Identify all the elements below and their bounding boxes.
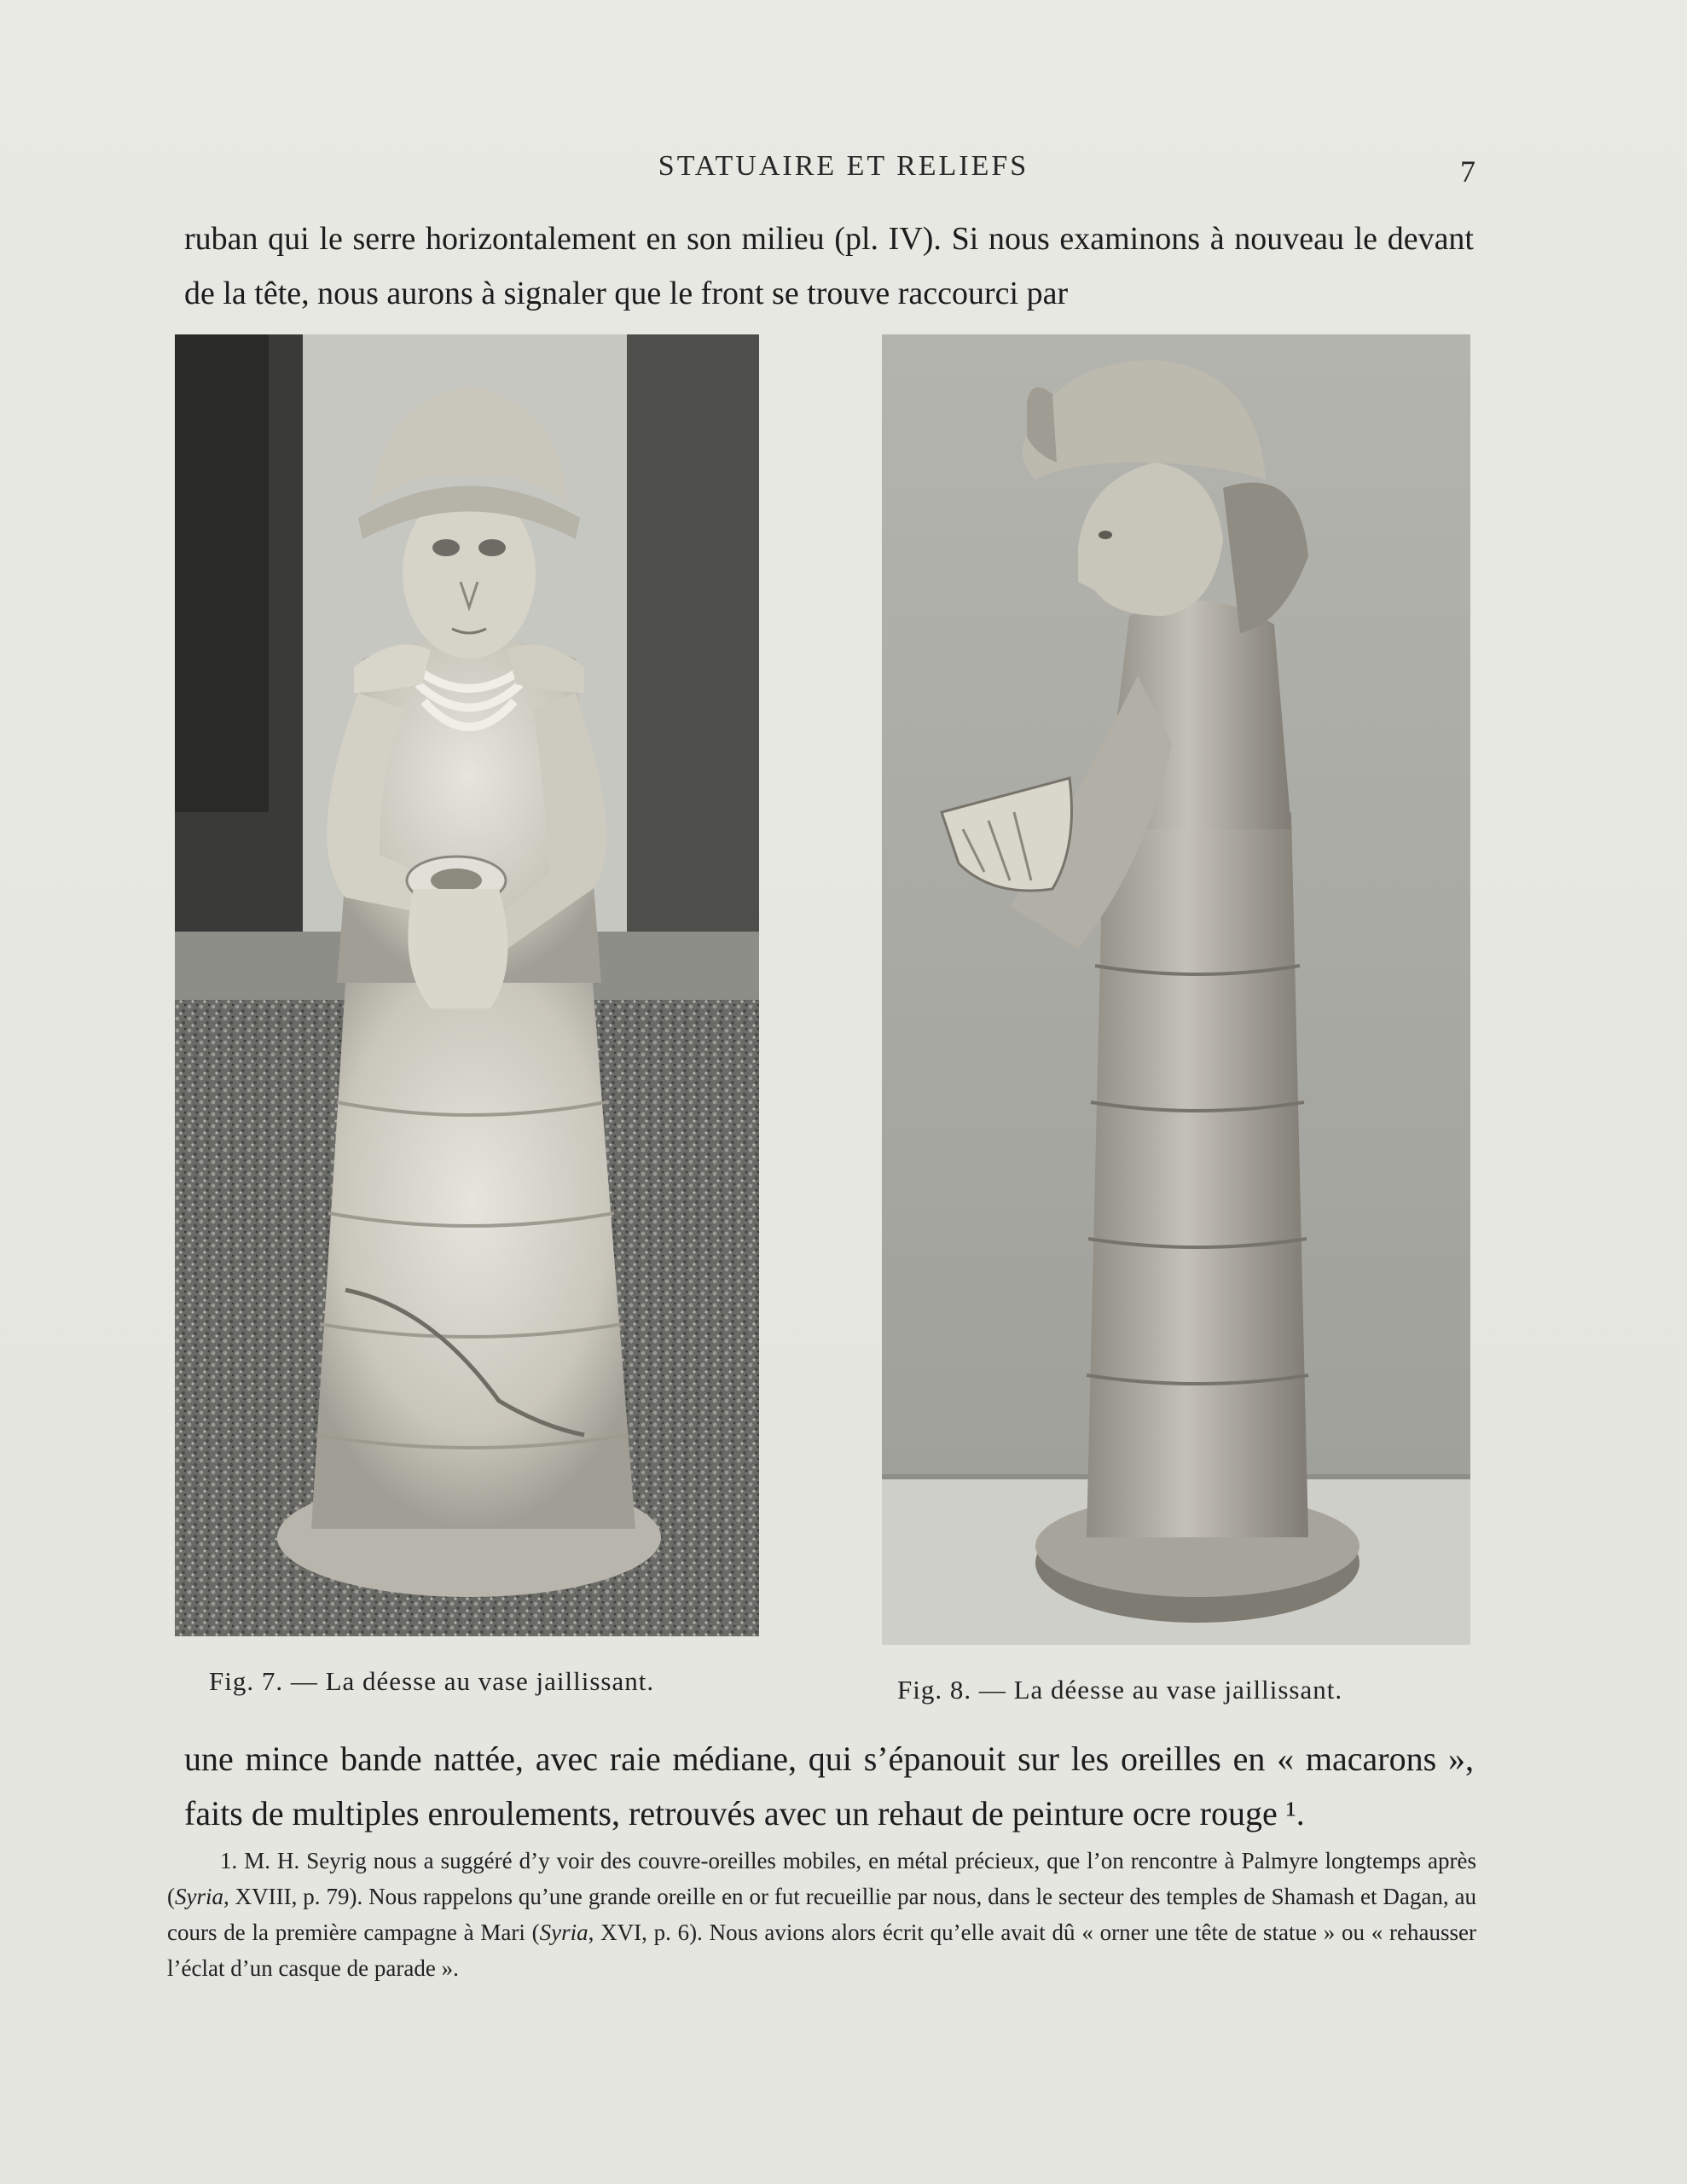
footnote: [167, 1843, 1476, 1986]
page-number: 7: [1460, 154, 1475, 189]
footnote-journal-1: Syria: [175, 1884, 223, 1909]
figure-7-caption: Fig. 7. — La déesse au vase jaillissant.: [209, 1666, 655, 1696]
footnote-text-2: , XVIII, p. 79). Nous rappelons qu’une grande oreille en or fut recueillie par nous, dans le secteur des temples de Shamash et Dagan, au cours de la première campagne à Mari (: [167, 1884, 1476, 1945]
body-paragraph-top: ruban qui le serre horizontalement en son milieu (pl. IV). Si nous examinons à nouveau le devant de la tête, nous aurons à signaler que le front se trouve raccourci par: [184, 221, 1474, 311]
figure-8-illustration: [882, 334, 1470, 1645]
body-paragraph-bottom: une mince bande nattée, avec raie médiane, qui s’épanouit sur les oreilles en « macarons », faits de multiples enroulements, retrouvés avec un rehaut de peinture ocre rouge ¹.: [184, 1740, 1474, 1833]
running-title: STATUAIRE ET RELIEFS: [658, 150, 1029, 182]
footnote-text-3: , XVI, p. 6). Nous avions alors écrit qu’elle avait dû « orner une tête de statue » ou « rehausser l’éclat d’un casque de parade ».: [167, 1920, 1476, 1981]
figure-8-photo: [882, 334, 1470, 1645]
figure-8-caption: Fig. 8. — La déesse au vase jaillissant.: [897, 1675, 1343, 1705]
figure-7-illustration: [175, 334, 759, 1636]
footnote-journal-2: Syria: [539, 1920, 588, 1945]
figure-7-photo: [175, 334, 759, 1636]
footnote-text-1: 1. M. H. Seyrig nous a suggéré d’y voir des couvre-oreilles mobiles, en métal précieux, que l’on rencontre à Palmyre longtemps après (: [167, 1848, 1476, 1909]
